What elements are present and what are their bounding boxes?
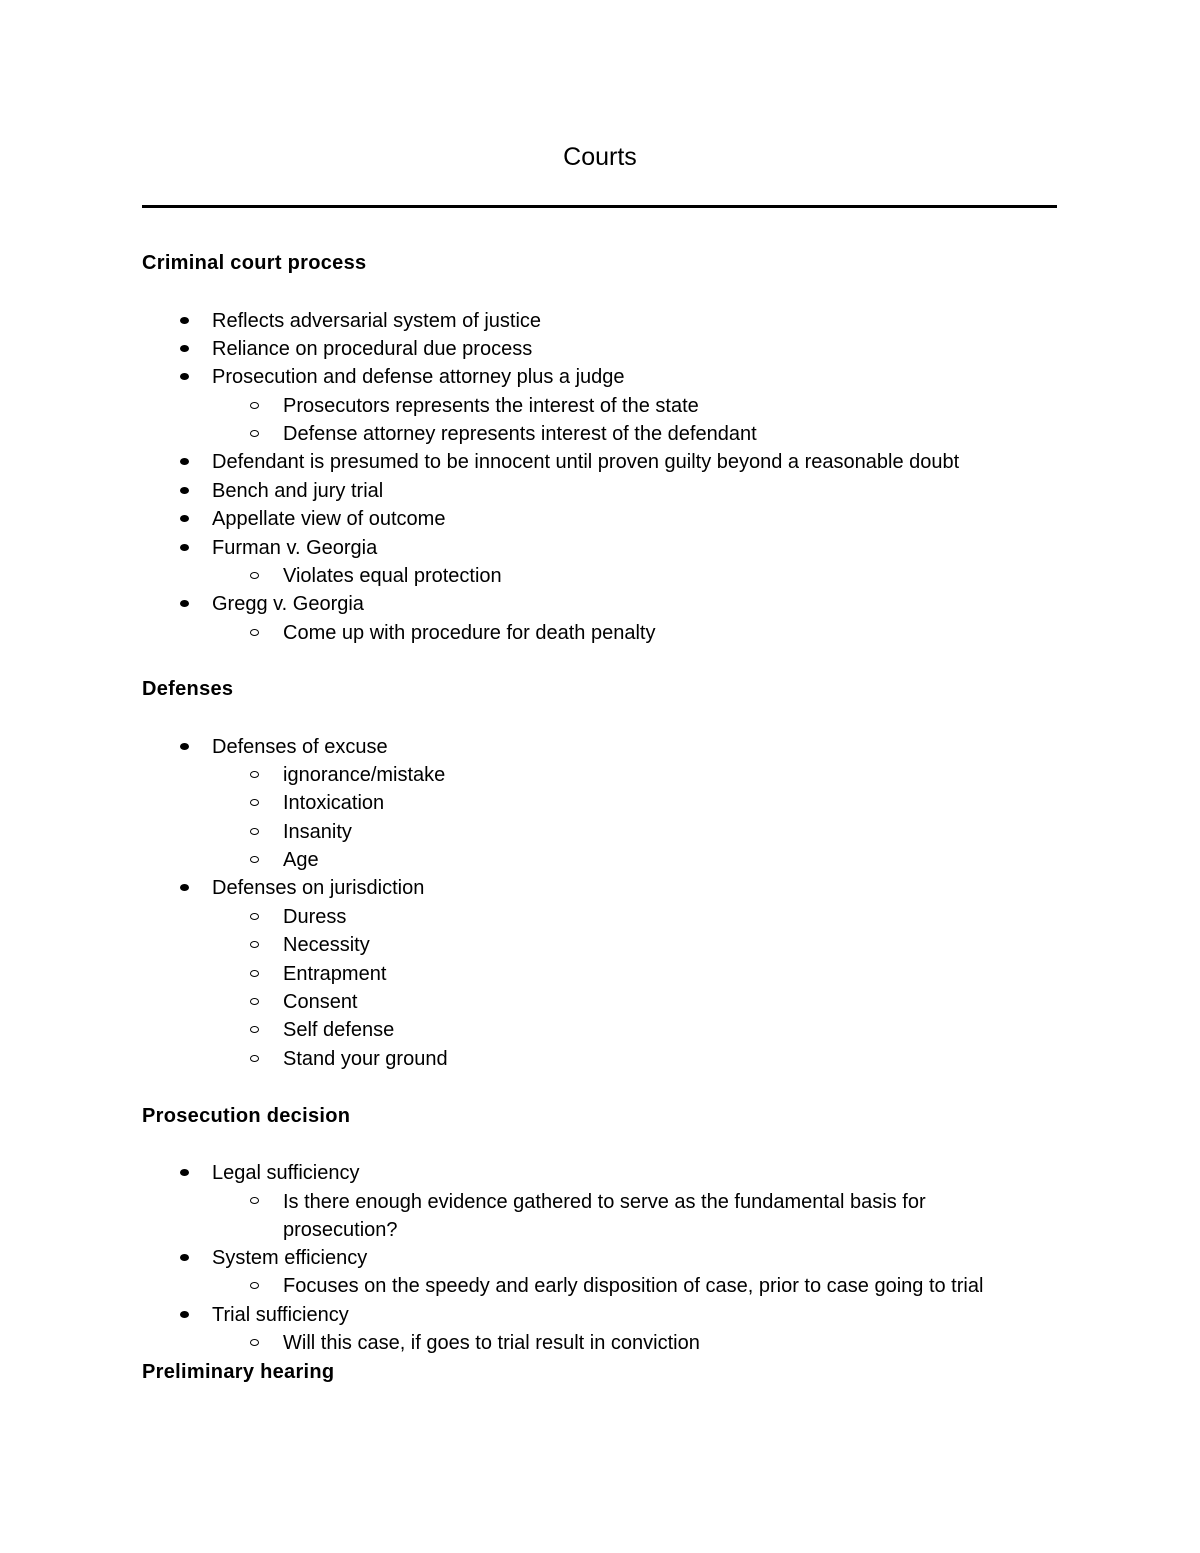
- sub-list-item: Defense attorney represents interest of the defendant: [283, 421, 757, 447]
- bullet-circle-icon: [250, 970, 259, 977]
- section-heading-defenses: Defenses: [142, 678, 234, 700]
- bullet-dot-icon: [180, 345, 189, 352]
- bullet-circle-icon: [250, 1282, 259, 1289]
- bullet-dot-icon: [180, 1254, 189, 1261]
- sub-list-item: Age: [283, 847, 319, 873]
- sub-list-item: Focuses on the speedy and early disposition of case, prior to case going to trial: [283, 1273, 983, 1299]
- sub-list-item: Entrapment: [283, 961, 386, 987]
- bullet-dot-icon: [180, 1311, 189, 1318]
- sub-list-item: Necessity: [283, 932, 370, 958]
- bullet-circle-icon: [250, 998, 259, 1005]
- section-heading-criminal-court-process: Criminal court process: [142, 252, 367, 274]
- sub-list-item: ignorance/mistake: [283, 762, 445, 788]
- list-item: Defenses of excuse: [212, 734, 388, 760]
- bullet-circle-icon: [250, 941, 259, 948]
- sub-list-item: Insanity: [283, 819, 352, 845]
- bullet-circle-icon: [250, 402, 259, 409]
- sub-list-item: Is there enough evidence gathered to serve as the fundamental basis for prosecution?: [283, 1188, 1023, 1244]
- bullet-dot-icon: [180, 1169, 189, 1176]
- bullet-circle-icon: [250, 1339, 259, 1346]
- sub-list-item: Violates equal protection: [283, 563, 502, 589]
- list-item: System efficiency: [212, 1245, 367, 1271]
- title-divider: [142, 205, 1057, 208]
- sub-list-item: Duress: [283, 904, 346, 930]
- bullet-circle-icon: [250, 799, 259, 806]
- list-item: Prosecution and defense attorney plus a judge: [212, 364, 625, 390]
- list-item: Bench and jury trial: [212, 478, 383, 504]
- section-heading-prosecution-decision: Prosecution decision: [142, 1105, 351, 1127]
- bullet-circle-icon: [250, 828, 259, 835]
- bullet-circle-icon: [250, 1026, 259, 1033]
- sub-list-item: Stand your ground: [283, 1046, 448, 1072]
- list-item: Defendant is presumed to be innocent until proven guilty beyond a reasonable doubt: [212, 449, 959, 475]
- bullet-circle-icon: [250, 771, 259, 778]
- bullet-circle-icon: [250, 913, 259, 920]
- bullet-dot-icon: [180, 743, 189, 750]
- list-item: Defenses on jurisdiction: [212, 875, 424, 901]
- list-item: Furman v. Georgia: [212, 535, 377, 561]
- list-item: Gregg v. Georgia: [212, 591, 364, 617]
- sub-list-item: Come up with procedure for death penalty: [283, 620, 655, 646]
- bullet-dot-icon: [180, 487, 189, 494]
- bullet-dot-icon: [180, 515, 189, 522]
- list-item: Trial sufficiency: [212, 1302, 349, 1328]
- bullet-circle-icon: [250, 572, 259, 579]
- bullet-circle-icon: [250, 629, 259, 636]
- sub-list-item: Self defense: [283, 1017, 394, 1043]
- sub-list-item: Prosecutors represents the interest of the state: [283, 393, 699, 419]
- list-item: Reflects adversarial system of justice: [212, 308, 541, 334]
- bullet-dot-icon: [180, 458, 189, 465]
- document-title: Courts: [563, 143, 637, 171]
- bullet-dot-icon: [180, 373, 189, 380]
- bullet-dot-icon: [180, 544, 189, 551]
- sub-list-item: Will this case, if goes to trial result in conviction: [283, 1330, 700, 1356]
- bullet-dot-icon: [180, 317, 189, 324]
- list-item: Legal sufficiency: [212, 1160, 360, 1186]
- list-item: Appellate view of outcome: [212, 506, 445, 532]
- bullet-circle-icon: [250, 856, 259, 863]
- bullet-dot-icon: [180, 884, 189, 891]
- bullet-circle-icon: [250, 1197, 259, 1204]
- bullet-circle-icon: [250, 1055, 259, 1062]
- bullet-circle-icon: [250, 430, 259, 437]
- list-item: Reliance on procedural due process: [212, 336, 532, 362]
- bullet-dot-icon: [180, 600, 189, 607]
- sub-list-item: Intoxication: [283, 790, 384, 816]
- sub-list-item: Consent: [283, 989, 358, 1015]
- section-heading-preliminary-hearing: Preliminary hearing: [142, 1361, 335, 1383]
